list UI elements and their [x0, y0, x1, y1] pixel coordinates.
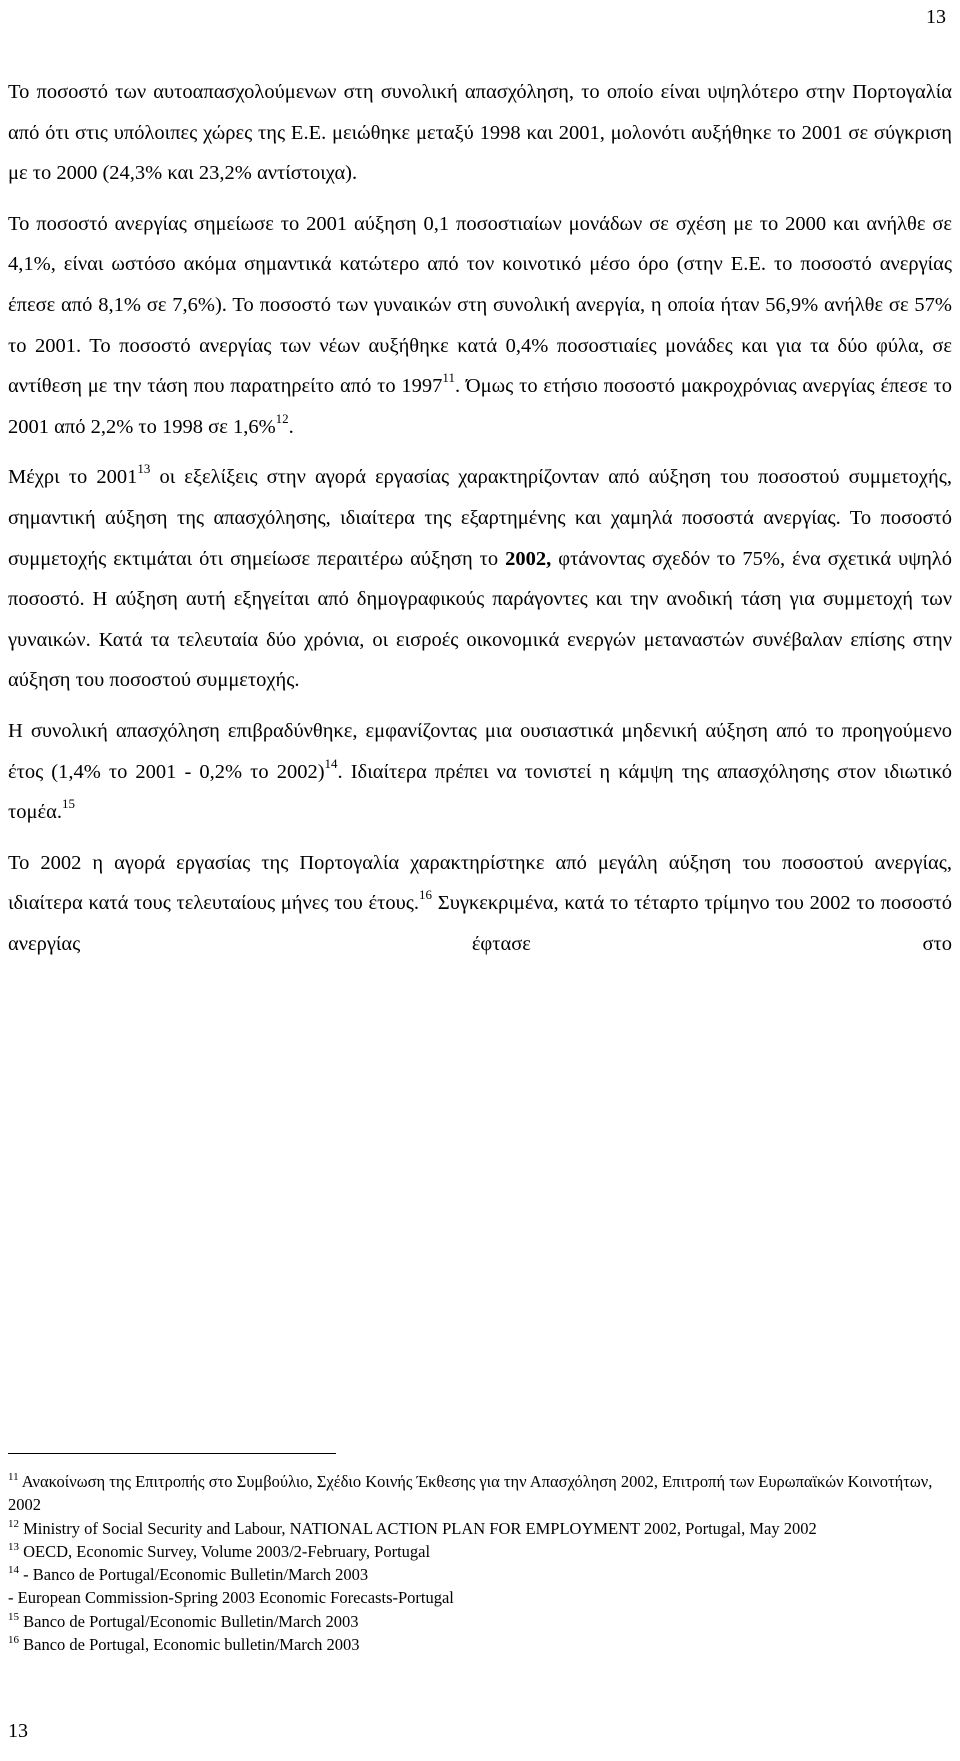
paragraph-text: . Ιδιαίτερα πρέπει να τονιστεί η κάμψη της απασχόλησης στον ιδιωτικό τομέα. — [8, 760, 952, 824]
footnote — [8, 1586, 952, 1609]
footnote-text: - European Commission-Spring 2003 Economic Forecasts-Portugal — [8, 1588, 454, 1608]
footnote-separator — [8, 1453, 336, 1454]
body-text — [8, 72, 952, 974]
footnote — [8, 1540, 952, 1563]
footnote-text: Banco de Portugal/Economic Bulletin/March 2003 — [19, 1611, 359, 1631]
page-number-bottom: 13 — [8, 1720, 28, 1742]
paragraph-text: οι εξελίξεις στην αγορά εργασίας χαρακτηρίζονταν από αύξηση του ποσοστού συμμετοχής, σημαντική αύξηση της απασχόλησης, ιδιαίτερα της εξαρτημένης και χαμηλά ποσοστά ανεργίας. Το ποσοστό συμμετοχής εκτιμάται ότι σημείωσε περαιτέρω αύξηση το — [8, 466, 952, 570]
footnote-number: 12 — [8, 1517, 19, 1530]
footnote-text: Ανακοίνωση της Επιτροπής στο Συμβούλιο, Σχέδιο Κοινής Έκθεσης για την Απασχόληση 2002, Επιτροπή των Ευρωπαϊκών Κοινοτήτων, 2002 — [8, 1472, 933, 1515]
footnote-reference: 15 — [61, 796, 75, 812]
footnote — [8, 1517, 952, 1540]
footnote-reference: 16 — [419, 887, 433, 903]
paragraph-text: Το ποσοστό ανεργίας σημείωσε το 2001 αύξηση 0,1 ποσοστιαίων μονάδων σε σχέση με το 2000 και ανήλθε σε 4,1%, είναι ωστόσο ακόμα σημαντικά κατώτερο από τον κοινοτικό μέσο όρο (στην Ε.Ε. το ποσοστό ανεργίας έπεσε από 8,1% σε 7,6%). Το ποσοστό των γυναικών στη συνολική ανεργία, η οποία ήταν 56,9% ανήλθε σε 57% το 2001. Το ποσοστό ανεργίας των νέων αυξήθηκε κατά 0,4% ποσοστιαίες μονάδες και για τα δύο φύλα, σε αντίθεση με την τάση που παρατηρείτο από το 1997 — [8, 212, 952, 398]
footnote-text: Banco de Portugal, Economic bulletin/March 2003 — [19, 1635, 360, 1655]
paragraph — [8, 457, 952, 701]
paragraph — [8, 72, 952, 194]
footnote — [8, 1610, 952, 1633]
paragraph-text: . — [288, 415, 294, 438]
footnote-number: 16 — [8, 1634, 19, 1647]
footnotes — [8, 1470, 952, 1656]
footnote — [8, 1563, 952, 1586]
footnote-text: - Banco de Portugal/Economic Bulletin/March 2003 — [19, 1565, 369, 1585]
footnote-reference: 13 — [137, 461, 151, 477]
paragraph-text: Η συνολική απασχόληση επιβραδύνθηκε, εμφανίζοντας μια ουσιαστικά μηδενική αύξηση από το προηγούμενο έτος (1,4% το 2001 - 0,2% το 2002) — [8, 719, 952, 783]
paragraph — [8, 711, 952, 833]
paragraph-text: φτάνοντας σχεδόν το 75%, ένα σχετικά υψηλό ποσοστό. Η αύξηση αυτή εξηγείται από δημογραφικούς παράγοντες και την ανοδική τάση για συμμετοχή των γυναικών. Κατά τα τελευταία δύο χρόνια, οι εισροές οικονομικά ενεργών μεταναστών συνέβαλαν επίσης στην αύξηση του ποσοστού συμμετοχής. — [8, 547, 952, 692]
footnote — [8, 1633, 952, 1656]
footnote-number: 15 — [8, 1610, 19, 1623]
footnote-number: 11 — [8, 1471, 19, 1483]
footnote-reference: 11 — [442, 370, 455, 386]
paragraph-text: Το 2002 η αγορά εργασίας της Πορτογαλία χαρακτηρίστηκε από μεγάλη αύξηση του ποσοστού ανεργίας, ιδιαίτερα κατά τους τελευταίους μήνες του έτους. — [8, 851, 952, 915]
footnote-text: Ministry of Social Security and Labour, NATIONAL ACTION PLAN FOR EMPLOYMENT 2002, Portugal, May 2002 — [19, 1518, 817, 1538]
page-number-top: 13 — [926, 6, 946, 28]
footnote-reference: 12 — [275, 410, 289, 426]
paragraph — [8, 843, 952, 965]
footnote-reference: 14 — [324, 755, 338, 771]
paragraph-text: Μέχρι το 2001 — [8, 466, 138, 489]
paragraph-text: Συγκεκριμένα, κατά το τέταρτο τρίμηνο του 2002 το ποσοστό ανεργίας έφτασε στο — [8, 892, 952, 955]
footnote-text: OECD, Economic Survey, Volume 2003/2-February, Portugal — [19, 1541, 431, 1561]
footnote — [8, 1470, 952, 1517]
paragraph-text: Το ποσοστό των αυτοαπασχολούμενων στη συνολική απασχόληση, το οποίο είναι υψηλότερο στην Πορτογαλία από ότι στις υπόλοιπες χώρες της Ε.Ε. μειώθηκε μεταξύ 1998 και 2001, μολονότι αυξήθηκε το 2001 σε σύγκριση με το 2000 (24,3% και 23,2% αντίστοιχα). — [8, 81, 952, 185]
paragraph — [8, 204, 952, 448]
paragraph-text: . Όμως το ετήσιο ποσοστό μακροχρόνιας ανεργίας έπεσε το 2001 από 2,2% το 1998 σε 1,6% — [8, 375, 952, 438]
bold-text: 2002, — [505, 547, 552, 570]
footnote-number: 14 — [8, 1564, 19, 1577]
footnote-number: 13 — [8, 1540, 19, 1553]
